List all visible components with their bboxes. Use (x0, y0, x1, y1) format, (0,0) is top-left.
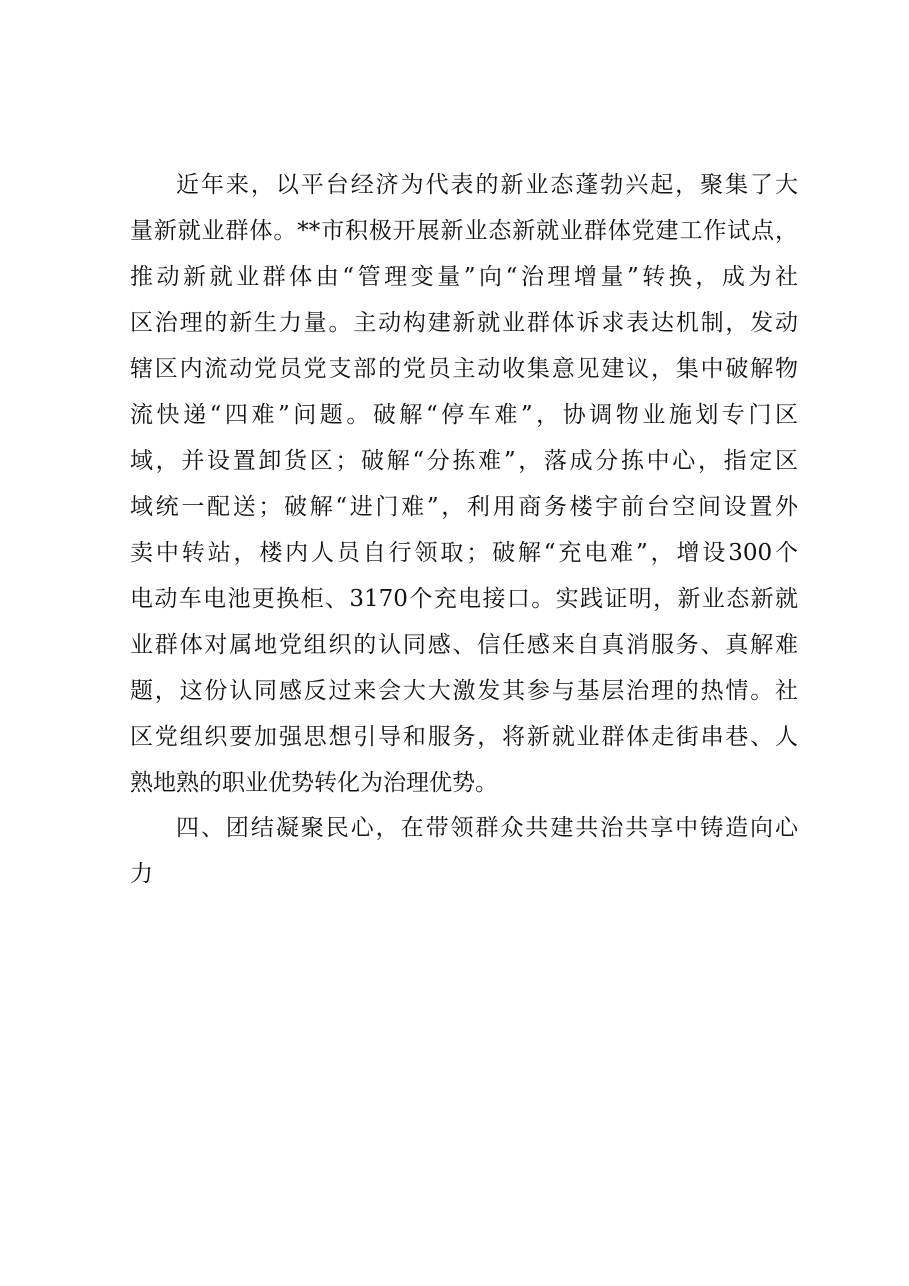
paragraph-line: 域统一配送；破解“进门难”，利用商务楼宇前台空间设置外 (130, 494, 798, 520)
paragraph-line: 电动车电池更换柜、3170个充电接口。实践证明，新业态新就 (130, 586, 798, 612)
section-heading-line: 力 (130, 861, 153, 887)
paragraph-line: 近年来，以平台经济为代表的新业态蓬勃兴起，聚集了大 (176, 172, 798, 198)
paragraph-line: 题，这份认同感反过来会大大激发其参与基层治理的热情。社 (130, 678, 798, 704)
paragraph-line: 区治理的新生力量。主动构建新就业群体诉求表达机制，发动 (130, 310, 798, 336)
paragraph-line: 域，并设置卸货区；破解“分拣难”，落成分拣中心，指定区 (130, 448, 798, 474)
paragraph-line: 熟地熟的职业优势转化为治理优势。 (130, 770, 498, 796)
body-paragraph (130, 162, 798, 806)
paragraph-line: 区党组织要加强思想引导和服务，将新就业群体走街串巷、人 (130, 724, 798, 750)
paragraph-line: 量新就业群体。**市积极开展新业态新就业群体党建工作试点， (130, 218, 798, 244)
paragraph-line: 推动新就业群体由“管理变量”向“治理增量”转换，成为社 (130, 264, 798, 290)
paragraph-line: 流快递“四难”问题。破解“停车难”，协调物业施划专门区 (130, 402, 798, 428)
paragraph-line: 卖中转站，楼内人员自行领取；破解“充电难”，增设300个 (130, 540, 798, 566)
paragraph-line: 辖区内流动党员党支部的党员主动收集意见建议，集中破解物 (130, 356, 798, 382)
section-heading-line: 四、团结凝聚民心，在带领群众共建共治共享中铸造向心 (176, 815, 798, 841)
paragraph-line: 业群体对属地党组织的认同感、信任感来自真消服务、真解难 (130, 632, 798, 658)
section-heading (130, 805, 798, 897)
